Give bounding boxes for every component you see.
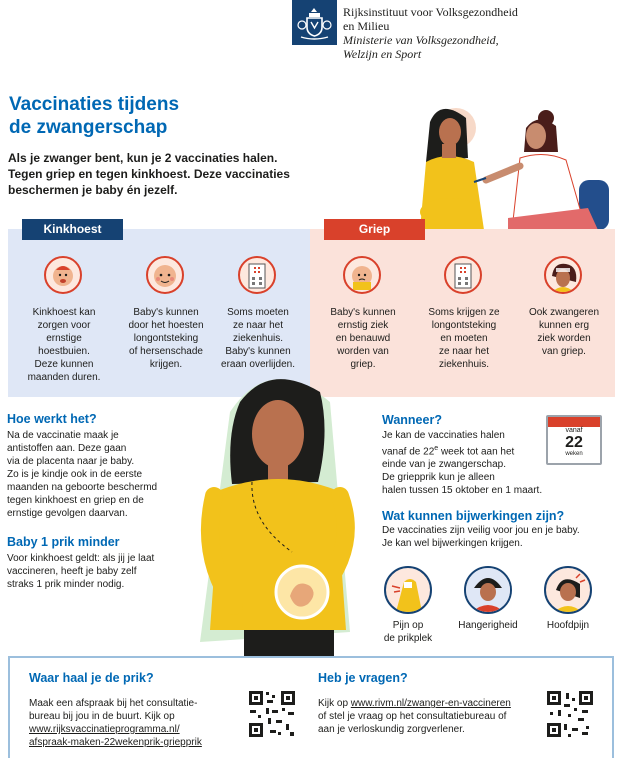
text-line: bureau bij jou in de buurt. Kijk op (29, 711, 175, 722)
text-line: aan je verloskundig zorgverlener. (318, 724, 465, 735)
text-line: Baby's kunnen (225, 346, 291, 357)
ministry-line-1: Ministerie van Volksgezondheid, (343, 33, 499, 47)
text-line (318, 697, 528, 710)
text-line: ernstige gevolgen daarvan. (7, 508, 128, 519)
text-line: ziek worden (537, 333, 591, 344)
kinkhoest-text-3 (208, 306, 308, 371)
text-part: Kijk op (318, 698, 351, 709)
intro-text (8, 150, 308, 198)
vaccination-link-line-1[interactable]: www.rijksvaccinatieprogramma.nl/ (29, 724, 180, 735)
text-line: eraan overlijden. (221, 359, 295, 370)
kinkhoest-text-2 (116, 306, 216, 371)
text-line: krijgen. (149, 359, 183, 370)
intro-line-1: Als je zwanger bent, kun je 2 vaccinaties halen. (8, 151, 278, 165)
text-line: Pijn op (392, 620, 424, 631)
org-line-1: Rijksinstituut voor Volksgezondheid (343, 5, 518, 19)
text-line: ze naar het (438, 346, 490, 357)
text-line: longontsteking (431, 320, 497, 331)
text-line: einde van je zwangerschap. (382, 459, 506, 471)
intro-line-3: beschermen je baby én jezelf. (8, 183, 178, 197)
when-text (382, 429, 542, 497)
title-line-2: de zwangerschap (9, 117, 168, 138)
text-line: ziekenhuis. (438, 359, 490, 370)
how-text (7, 429, 197, 520)
coat-of-arms-icon (292, 0, 337, 45)
text-part: e (434, 445, 439, 452)
text-line: en benauwd (335, 333, 391, 344)
text-line: zorgen voor (37, 320, 91, 331)
text-line: ernstig ziek (337, 320, 389, 331)
text-line: maanden duren. (27, 372, 101, 383)
griep-text-3 (514, 306, 614, 358)
text-line: ze naar het (232, 320, 284, 331)
hospital-icon (238, 256, 276, 294)
text-line: of stel je vraag op het consultatiebureau of (318, 711, 507, 722)
text-line: de prikplek (383, 633, 433, 644)
text-line: tegen kinkhoest en griep en de (7, 495, 144, 506)
text-line: ziekenhuis. (232, 333, 284, 344)
org-line-2: en Milieu (343, 19, 390, 33)
text-line: hoestbuien. (38, 346, 90, 357)
pregnant-woman-illustration (190, 372, 380, 656)
text-line: Kinkhoest kan (32, 307, 96, 318)
calendar-icon (546, 415, 602, 465)
text-line: longontsteking (133, 333, 199, 344)
qr-code-icon[interactable] (248, 690, 296, 738)
how-heading: Hoe werkt het? (7, 412, 97, 426)
vaccination-illustration (408, 100, 615, 230)
when-heading: Wanneer? (382, 413, 442, 427)
text-part: week tot aan het (438, 446, 515, 458)
text-line: Soms krijgen ze (428, 307, 500, 318)
where-text (29, 697, 239, 749)
intro-line-2: Tegen griep en tegen kinkhoest. Deze vaccinaties (8, 167, 290, 181)
coughing-baby-icon (44, 256, 82, 294)
kinkhoest-text-1 (14, 306, 114, 384)
side-label-3 (530, 619, 606, 632)
sore-arm-icon (384, 566, 432, 614)
baby-face-icon (146, 256, 184, 294)
hospital-icon (444, 256, 482, 294)
one-less-heading: Baby 1 prik minder (7, 535, 120, 549)
text-line: Maak een afspraak bij het consultatie- (29, 698, 198, 709)
sick-woman-icon (544, 256, 582, 294)
text-part: vanaf de 22 (382, 446, 435, 458)
calendar-number: 22 (565, 434, 583, 451)
text-line: halen tussen 15 oktober en 1 maart. (382, 485, 543, 497)
text-line: door het hoesten (128, 320, 204, 331)
title-line-1: Vaccinaties tijdens (9, 94, 180, 115)
questions-text (318, 697, 528, 736)
qr-code-icon[interactable] (546, 690, 594, 738)
side-effects-heading: Wat kunnen bijwerkingen zijn? (382, 509, 565, 523)
griep-text-1 (313, 306, 413, 371)
one-less-text (7, 552, 197, 591)
hungry-baby-icon (464, 566, 512, 614)
text-line: griep. (350, 359, 376, 370)
text-line: Deze kunnen (34, 359, 94, 370)
text-line: Na de vaccinatie maak je (7, 430, 119, 441)
kinkhoest-label: Kinkhoest (22, 219, 123, 240)
text-line: ernstige (46, 333, 82, 344)
text-line: Baby's kunnen (133, 307, 199, 318)
text-line: Baby's kunnen (330, 307, 396, 318)
text-line: Ook zwangeren (528, 307, 600, 318)
side-effects-text (382, 524, 612, 550)
organisation-name (343, 5, 518, 61)
ministry-line-2: Welzijn en Sport (343, 47, 422, 61)
text-line: straks 1 prik minder nodig. (7, 579, 125, 590)
sick-baby-icon (343, 256, 381, 294)
calendar-top (548, 417, 600, 427)
questions-heading: Heb je vragen? (318, 671, 408, 685)
griep-text-2 (414, 306, 514, 371)
text-line: vaccineren, heeft je baby zelf (7, 566, 137, 577)
text-line: Hangerigheid (458, 620, 518, 631)
calendar-word: vanaf (565, 427, 583, 434)
vaccination-link-line-2[interactable]: afspraak-maken-22wekenprik-griepprik (29, 737, 202, 748)
text-line: Je kan wel bijwerkingen krijgen. (382, 538, 523, 549)
text-line: via de placenta naar je baby. (7, 456, 135, 467)
griep-label: Griep (324, 219, 425, 240)
text-line: worden van (337, 346, 389, 357)
rivm-link[interactable]: www.rivm.nl/zwanger-en-vaccineren (350, 698, 511, 709)
rivm-logo (292, 0, 337, 45)
text-line: kunnen erg (538, 320, 590, 331)
text-line: en moeten (440, 333, 488, 344)
text-line: van griep. (542, 346, 586, 357)
calendar-unit: weken (565, 451, 583, 457)
text-line: Soms moeten (227, 307, 289, 318)
text-line: antistoffen aan. Deze gaan (7, 443, 127, 454)
text-line: De vaccinaties zijn veilig voor jou en je baby. (382, 525, 580, 536)
headache-icon (544, 566, 592, 614)
where-heading: Waar haal je de prik? (29, 671, 154, 685)
text-line: maanden na geboorte beschermd (7, 482, 158, 493)
text-line: Voor kinkhoest geldt: als jij je laat (7, 553, 155, 564)
side-label-1 (376, 619, 440, 645)
text-line: De griepprik kun je alleen (382, 472, 495, 484)
page-title (9, 93, 179, 139)
text-line: Hoofdpijn (546, 620, 590, 631)
text-line: Zo is je kindje ook in de eerste (7, 469, 143, 480)
side-label-2 (448, 619, 528, 632)
text-line (382, 442, 542, 458)
text-line: of hersenschade (129, 346, 203, 357)
text-line: Je kan de vaccinaties halen (382, 430, 505, 441)
